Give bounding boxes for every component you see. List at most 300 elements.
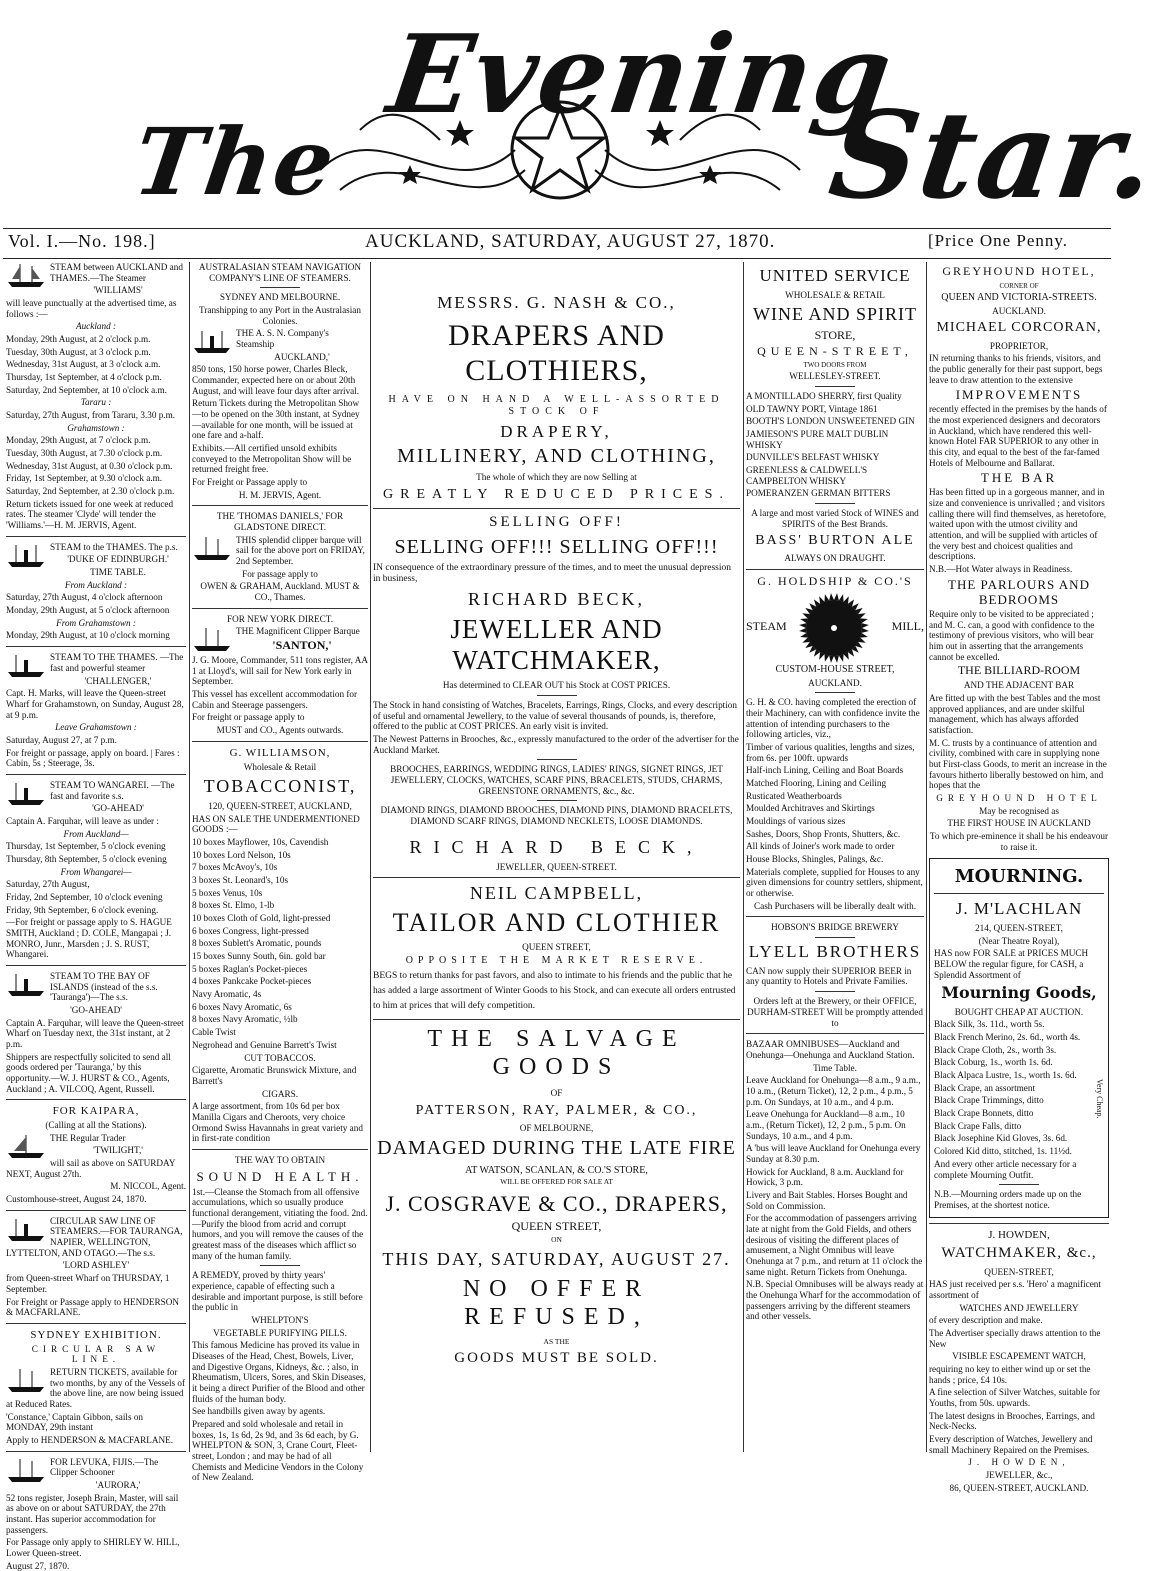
column-divider [370,262,371,1452]
ad-heading: MOURNING. [954,866,1084,888]
ad-title: THE SALVAGE GOODS [427,1026,686,1081]
ad-footer: Return tickets issued for one week at reduced rates. The steamer 'Clyde' will tender the 'Williams.'—H. M. JERVIS, Agent. [6,498,174,531]
ad-text: For the accommodation of passengers arriving late at night from the Gold Fields, and others desirous of visiting the different places of amusement, a Night Omnibus will leave Onehunga at 7 p.m., and return at 11 o'clock the same night. Return Tickets from Onehunga. [746,1213,923,1277]
timetable-line: Saturday, 2nd September, at 10 o'clock a.m. [6,384,167,395]
list-item: Black Crape Falls, ditto [934,1120,1022,1131]
ad-heading: SELLING OFF!!! SELLING OFF!!! [394,535,719,558]
ad-go-ahead-wangarei [6,780,186,960]
ad-sydney-exhibition [6,1329,186,1446]
ad-text: Every description of Watches, Jewellery and small Machinery Repaired on the Premises. [929,1434,1093,1455]
masthead-rule [3,228,1111,229]
tobacco-list [192,837,368,1050]
ad-footer: For Freight or Passage apply to HENDERSON & MACFARLANE. [6,1296,180,1318]
ad-text: Are fitted up with the best Tables and the most approved appliances, and are under skilful management, which has always afforded satisfaction. [929,692,1101,735]
list-item: Timber of various qualities, lengths and sizes, from 6s. per 100ft. upwards [746,742,915,763]
ship-name: 'AURORA,' [95,1479,141,1490]
divider [373,877,740,878]
list-item: 15 boxes Sunny South, 6in. gold bar [192,951,326,962]
ad-signature: JEWELLER, QUEEN-STREET. [496,861,617,872]
ship-name: 'GO-AHEAD' [92,803,144,814]
saw-tooth [800,618,807,623]
ad-footer: Shippers are respectfully solicited to send all goods ordered per 'Tauranga,' by this opportunity.—W. J. HURST & CO., Agents, Auckland ; A. VILCOQ, Agent, Russell. [6,1051,171,1094]
ad-text: The Stock in hand consisting of Watches, Bracelets, Earrings, Rings, Clocks, and every description of useful and ornamental Jewellery, to the value of several thousands of pounds, is, therefore, offered to the public at COST PRICES. An early visit is invited. [373,700,737,732]
timetable-line: Friday, 2nd September, 10 o'clock evening [6,891,163,902]
ad-heading: GREYHOUND HOTEL, [942,264,1096,278]
ad-text: To which pre-eminence it shall be his endeavour to raise it. [929,830,1109,852]
ad-address: AUCKLAND. [992,305,1046,316]
saw-blade-icon [798,592,870,664]
ad-text: 'Constance,' Captain Gibbon, sails on MONDAY, 29th instant [6,1411,144,1433]
ad-subhead: Mourning Goods, [941,983,1097,1003]
ad-williams [6,262,186,531]
saw-tooth [862,623,869,628]
list-item: Negrohead and Genuine Barrett's Twist [192,1039,337,1050]
divider [537,800,577,801]
column-4 [746,262,924,1452]
divider [537,695,577,696]
ship-name: 'CHALLENGER,' [84,675,152,686]
masthead-star: Star. [822,85,1166,226]
ad-text: requiring no key to either wind up or set the hands ; price, £4 10s. [929,1364,1091,1385]
divider [6,1451,186,1452]
ad-signature: M. NICCOL, Agent. [110,1181,186,1192]
ship-icon [6,1216,46,1242]
ad-subhead: From Auckland : [64,579,128,590]
ship-icon [192,626,232,652]
ad-text: recently effected in the premises by the hands of the most experienced designers and decorators in Auckland, which have rendered this well-known Hotel FAR SUPERIOR to any other in this city, and equal to the best of the far-famed Hotels of Melbourne and Ballarat. [929,404,1107,468]
list-item: 8 boxes Sublett's Aromatic, pounds [192,938,322,949]
ad-text: of every description and make. [929,1315,1043,1326]
ad-subhead: ALWAYS ON DRAUGHT. [784,553,886,564]
ad-text: G. H. & CO. having completed the erection of their Machinery, can with confidence invite the attention of intending purchasers to the following articles, viz., [746,697,920,740]
ad-subhead: STORE, [814,328,856,343]
divider [260,1265,300,1266]
ad-text: HAS now FOR SALE at PRICES MUCH BELOW the regular figure, for CASH, a Splendid Assortment of [934,948,1089,980]
ad-text: The Advertiser specially draws attention to the New [929,1328,1101,1349]
price: [Price One Penny. [928,231,1069,250]
ad-lead: IN consequence of the extraordinary pressure of the times, and to meet the unusual depression in business, [373,562,731,584]
ad-signature: J. HOWDEN, [968,1457,1070,1468]
ad-footer: N.B.—Mourning orders made up on the Premises, at the shortest notice. [934,1189,1082,1210]
ad-lead: THE A. S. N. Company's Steamship [236,328,329,350]
timetable-line: Friday, 1st September, at 9.30 o'clock a.m. [6,473,163,484]
ad-lead: HAVE ON HAND A WELL-ASSORTED STOCK OF [388,394,725,417]
divider [815,991,855,992]
timetable-line: Monday, 29th August, at 7 o'clock p.m. [6,435,151,446]
divider [934,893,1104,894]
ad-title: STEAM [746,619,787,634]
ad-footer: For Passage only apply to SHIRLEY W. HILL, Lower Queen-street. [6,1537,180,1559]
ad-lyell-brothers [746,922,924,1028]
ad-subhead: From Auckland— [63,828,129,839]
divider [192,741,368,742]
ad-lead: STEAM TO WANGAREI. —The fast and favorite s.s. [50,779,175,801]
divider [6,965,186,966]
ad-heading: HOBSON'S BRIDGE BREWERY [771,922,899,933]
ad-text: OF [550,1087,563,1098]
ad-text: The latest designs in Brooches, Earrings, and Neck-Necks. [929,1410,1095,1432]
ad-heading: UNITED SERVICE [759,266,911,285]
ad-heading: THE 'THOMAS DANIELS,' FOR GLADSTONE DIRECT. [216,511,344,533]
list-item: POMERANZEN GERMAN BITTERS [746,488,891,499]
volume-number: Vol. I.—No. 198.] [8,231,156,251]
ad-address: WELLESLEY-STREET. [789,371,881,382]
ad-signature: OWEN & GRAHAM, Auckland. MUST & CO., Thames. [200,581,360,603]
timetable-line: Thursday, 8th September, 5 o'clock evening [6,853,167,864]
place-date: AUCKLAND, SATURDAY, AUGUST 27, 1870. [365,231,776,252]
list-item: Black Crape Trimmings, ditto [934,1095,1044,1106]
ad-text: A large assortment, from 10s 6d per box Manilla Cigars and Cheroots, very choice Ormond Swiss Havannahs in great variety and in first-rate condition [192,1101,363,1144]
ad-address: 86, QUEEN-STREET, AUCKLAND. [949,1482,1089,1493]
ad-heading: G. HOLDSHIP & CO.'S [757,574,913,589]
ad-title: WATCHMAKER, &c., [941,1245,1097,1262]
ad-heading: THIS DAY, SATURDAY, AUGUST 27. [382,1249,731,1270]
column-3 [373,262,740,1452]
divider [537,759,577,760]
timetable-line: Tuesday, 30th August, at 7.30 o'clock p.m. [6,448,163,459]
ad-text: Has determined to CLEAR OUT his Stock at COST PRICES. [442,680,671,691]
saw-tooth [834,656,839,663]
saw-tooth [860,618,867,623]
list-item: 10 boxes Lord Nelson, 10s [192,849,291,860]
timetable-line: Saturday, 2nd September, at 2.30 o'clock p.m. [6,486,175,497]
timetable-line: Saturday, 27th August, 4 o'clock afternoon [6,592,163,603]
divider [999,1184,1039,1185]
column-divider [743,262,744,1452]
ship-name: 'DUKE OF EDINBURGH.' [67,554,169,565]
divider [746,569,924,570]
ad-lead: HAS ON SALE THE UNDERMENTIONED GOODS :— [192,813,360,835]
ad-text: May be recognised as [979,805,1059,816]
ad-challenger [6,652,186,769]
ad-subhead: CUT TOBACCOS. [244,1052,316,1063]
timetable-line: Monday, 29th August, at 2 o'clock p.m. [6,334,151,345]
list-item: Black Crape Bonnets, ditto [934,1108,1034,1119]
list-item: 3 boxes St. Leonard's, 10s [192,875,289,886]
ad-subhead: Auckland : [75,321,117,332]
ad-text: will sail as above on SATURDAY NEXT, August 27th. [6,1158,176,1179]
ad-heading: DAMAGED DURING THE LATE FIRE [377,1137,736,1160]
timetable-line: Wednesday, 31st August, at 3 o'clock a.m. [6,359,161,370]
ad-subhead: GREATLY REDUCED PRICES. [383,487,730,503]
ad-subhead: From Whangarei— [60,866,132,877]
ad-address: AUCKLAND. [808,677,862,688]
ad-list: BROOCHES, EARRINGS, WEDDING RINGS, LADIES' RINGS, SIGNET RINGS, JET JEWELLERY, CLOCKS, WATCHES, SCARF PINS, BRACELETS, STUDS, CHARMS, GREENSTONE ORNAMENTS, &c., &c. [390,764,723,796]
list-item: Mouldings of various sizes [746,816,846,827]
timetable-line: Thursday, 1st September, 5 o'clock evening [6,841,166,852]
ad-text: This vessel has excellent accommodation for Cabin and Steerage passengers. [192,689,358,710]
ad-subhead: From Grahamstown : [56,617,136,628]
ad-neil-campbell [373,883,740,1014]
ad-richard-beck [373,514,740,872]
timetable-line: Monday, 29th August, at 5 o'clock afternoon [6,605,170,616]
ad-lead: THE Regular Trader [50,1132,126,1143]
timetable-line: Saturday, 27th August, [6,879,90,890]
ad-heading: AUSTRALASIAN STEAM NAVIGATION COMPANY'S LINE OF STEAMERS. [198,262,362,283]
list-item: 6 boxes Navy Aromatic, 6s [192,1001,292,1012]
ad-subhead: THE PARLOURS AND BEDROOMS [948,576,1090,607]
ad-footer: Apply to HENDERSON & MACFARLANE. [6,1434,173,1445]
ad-lead: STEAM TO THE THAMES. —The fast and powerful steamer [50,652,184,673]
saw-tooth [824,654,829,661]
ad-lead: BAZAAR OMNIBUSES—Auckland and Onehunga—Onehunga and Auckland Station. [746,1039,915,1060]
ad-text: A REMEDY, proved by thirty years' experience, capable of effecting such a desirable and important purpose, is still before the public in [192,1270,363,1313]
ad-subhead: IMPROVEMENTS [955,387,1083,403]
ad-asn-company [192,262,368,500]
ad-date: August 27, 1870. [6,1560,70,1571]
ad-footer: For freight or passage apply to [192,712,305,723]
ad-kaipara [6,1105,186,1204]
ad-subhead: Transhipping to any Port in the Australasian Colonies. [199,305,361,326]
ad-text: Require only to be visited to be appreciated ; and M. C. can, a good with confidence to the testimony of previous visitors, who will bear him out in asserting that the arrangements cannot be excelled. [929,608,1095,662]
ad-go-ahead-bay-of-islands [6,971,186,1094]
ad-title: LYELL BROTHERS [748,942,922,962]
ad-footer: For passage apply to [242,568,318,579]
ad-heading: SELLING OFF! [489,514,624,531]
ad-subhead: THE BILLIARD-ROOM [957,663,1081,678]
saw-tooth [824,594,829,601]
ad-heading: SYDNEY EXHIBITION. [30,1328,162,1341]
ad-title: MICHAEL CORCORAN, [936,320,1102,336]
divider [6,536,186,537]
divider [6,774,186,775]
ad-subhead: Tararu : [80,397,112,408]
divider [746,916,924,917]
ad-text: 1st.—Cleanse the Stomach from all offensive accumulations, which so usually produce functional derangement, vitiating the food. 2nd.—Purify the blood from acrid and corrupt humors, and you will remove the causes of the greatest mass of the diseases which afflict so many of the human family. [192,1186,368,1261]
ad-text: Exhibits.—All certified unsold exhibits conveyed to the Metropolitan Show will be returned freight free. [192,443,352,475]
ad-title: WINE AND SPIRIT [753,304,917,325]
ad-heading: NEIL CAMPBELL, [469,883,644,904]
list-item: Rusticated Weatherboards [746,790,842,801]
ad-united-service [746,266,924,564]
list-item: Black Crape, an assortment [934,1082,1036,1093]
masthead-the: The [127,108,343,216]
ad-text: AS THE [543,1336,570,1346]
list-item: 5 boxes Venus, 10s [192,887,263,898]
divider [746,1033,924,1034]
ad-heading: J. HOWDEN, [988,1228,1050,1241]
ad-text: HAS just received per s.s. 'Hero' a magnificent assortment of [929,1279,1101,1300]
ad-lead: STEAM TO THE BAY OF ISLANDS (instead of the s.s. 'Tauranga')—The s.s. [50,970,158,1003]
list-item: Cable Twist [192,1027,236,1038]
ad-text: Cigarette, Aromatic Brunswick Mixture, and Barrett's [192,1065,357,1086]
timetable-line: Wednesday, 31st August, at 0.30 o'clock p.m. [6,460,173,471]
ad-title: J. M'LACHLAN [955,899,1083,919]
ad-title: TOBACCONIST, [203,776,357,797]
masthead-evening: Evening [381,12,901,138]
ad-subhead: Time Table. [813,1062,857,1073]
ship-name: 'LORD ASHLEY' [62,1260,130,1271]
ad-signature: H. M. JERVIS, Agent. [238,489,322,500]
column-1 [6,262,186,1571]
divider [6,1099,186,1100]
ad-heading: FOR NEW YORK DIRECT. [227,613,333,624]
ad-duke-of-edinburgh [6,542,186,641]
ad-footer: Customhouse-street, August 24, 1870. [6,1194,147,1205]
ad-text: M. C. trusts by a continuance of attention and civility, combined with care in supplying none but First-class Goods, to merit an increase in the favours hitherto liberally bestowed on him, and hopes that the [929,737,1107,791]
column-divider [189,262,190,1452]
timetable-line: Monday, 29th August, at 10 o'clock morning [6,630,170,641]
ad-subhead: (Calling at all the Stations). [45,1120,147,1131]
divider [815,937,855,938]
ad-subhead: CIRCULAR SAW LINE. [31,1343,161,1365]
ad-text: CAN now supply their SUPERIOR BEER in any quantity to Hotels and Private Families. [746,965,912,987]
ad-text: BEGS to return thanks for past favors, and also to intimate to his friends and the public that he has added a large assortment of Winter Goods to his Stock, and can execute all orders entrusted to him at prices that will defy competition. [373,970,736,1012]
ad-greyhound-hotel [929,265,1109,852]
ad-subhead: CIGARS. [262,1088,298,1099]
ad-text: See handbills given away by agents. [192,1406,326,1417]
ship-icon [6,780,46,806]
ad-heading: RICHARD BECK, [467,588,645,609]
list-item: Black Silk, 3s. 11d., worth 5s. [934,1019,1045,1030]
ad-text: This famous Medicine has proved its value in Diseases of the Head, Chest, Bowels, Liver, and Digestive Organs, Kidneys, &c. ; also, in Rheumatism, Ulcers, Sores, and Skin Diseases, it being a direct Purifier of the Blood and other fluids of the human body. [192,1340,366,1404]
saw-tooth [800,633,807,638]
ad-text: Prepared and sold wholesale and retail in boxes, 1s, 1s 6d, 2s 9d, and 3s 6d each, by G. WHELPTON & SON, 3, Crane Court, Fleet-street, London ; and may be had of all Chemists and Medicine Vendors in the Colony of New Zealand. [192,1419,364,1483]
divider [6,646,186,647]
list-item: GREENLESS & CALDWELL'S CAMPBELTON WHISKY [746,464,868,486]
list-item: House Blocks, Shingles, Palings, &c. [746,854,884,865]
list-item: Sashes, Doors, Shop Fronts, Shutters, &c. [746,828,901,839]
ad-text: Livery and Bait Stables. Horses Bought and Sold on Commission. [746,1189,908,1211]
list-item: Black Alpaca Lustre, 1s., worth 1s. 6d. [934,1070,1077,1081]
list-item: 10 boxes Mayflower, 10s, Cavendish [192,837,329,848]
ad-text: IN returning thanks to his friends, visitors, and the public generally for their past support, begs leave to draw attention to the extensive [929,353,1103,385]
divider [929,1223,1109,1224]
ad-holdship-steam-mill [746,575,924,911]
saw-tooth [799,623,806,628]
saw-tooth [799,628,806,633]
list-item: DUNVILLE'S BELFAST WHISKY [746,452,880,463]
ad-heading: THE WAY TO OBTAIN [234,1154,326,1165]
ship-name: 'GO-AHEAD' [70,1004,122,1015]
dateline [0,231,1114,257]
list-item: 8 boxes St. Elmo, 1-lb [192,900,275,911]
ship-name: 'TWILIGHT,' [93,1145,143,1156]
ad-text: A fine selection of Silver Watches, suitable for Youths, from 50s. upwards. [929,1387,1101,1409]
ad-address: 214, QUEEN-STREET, [975,922,1063,933]
ad-salvage-goods [373,1026,740,1367]
ad-address: QUEEN AND VICTORIA-STREETS. [941,292,1097,304]
ad-signature: JEWELLER, &c., [985,1470,1053,1481]
list-item: A MONTILLADO SHERRY, first Quality [746,390,902,401]
ship-name: 'WILLIAMS' [93,285,143,296]
ad-text: THIS splendid clipper barque will sail for the above port on FRIDAY, 2nd September. [236,534,365,567]
ship-icon [192,535,232,561]
saw-tooth [829,656,834,663]
timetable-line: Saturday, August 27, at 7 p.m. [6,734,117,745]
ad-title: NO OFFER REFUSED, [462,1275,651,1330]
ad-subhead: PROPRIETOR, [989,340,1049,351]
ad-footer: A large and most varied Stock of WINES and SPIRITS of the Best Brands. [751,507,919,529]
divider [260,287,300,288]
ad-footer: —For freight or passage apply to S. HAGUE SMITH, Auckland ; D. COLE, Mangapai ; J. MONRO, Junr., Marsden ; J. S. RUST, Whangarei. [6,917,172,960]
ad-address: QUEEN STREET, [522,942,591,953]
ad-text: from Queen-street Wharf on THURSDAY, 1 September. [6,1273,170,1294]
ad-subhead: SYDNEY AND MELBOURNE. [219,292,341,303]
ad-subhead: BOUGHT CHEAP AT AUCTION. [954,1006,1084,1017]
list-item: 6 boxes Congress, light-pressed [192,925,309,936]
saw-tooth [839,654,844,661]
ad-title: DRAPERS AND CLOTHIERS, [448,318,665,387]
ad-nash-drapers [373,262,740,503]
masthead [0,0,1166,228]
divider [192,1149,368,1150]
ad-title: SOUND HEALTH. [196,1168,364,1184]
ad-subhead: MILLINERY, AND CLOTHING, [397,445,716,468]
ship-icon [6,262,46,288]
list-item: JAMIESON'S PURE MALT DUBLIN WHISKY [746,428,889,450]
divider [192,608,368,609]
ad-lead: STEAM to the THAMES. The p.s. [50,541,178,552]
ad-text: N.B.—Hot Water always in Readiness. [929,564,1073,575]
product-name: WHELPTON'S [251,1315,309,1326]
ad-text: 52 tons register, Joseph Brain, Master, will sail as above on or about SATURDAY, the 27th instant. Has superior accommodation for passengers. [6,1492,179,1535]
saw-tooth [829,593,834,600]
list-item: 8 boxes Navy Aromatic, ½lb [192,1014,298,1025]
ad-footer: For Freight or Passage apply to [192,477,308,488]
ad-text: AT WATSON, SCANLAN, & CO.'S STORE, [465,1164,648,1176]
divider [373,1019,740,1020]
ad-text: Has been fitted up in a gorgeous manner, and in size and convenience is unrivalled ; and visitors calling there will find themselves, as heretofore, waited upon with the utmost civility and attention, and will be supplied with articles of the very best and choicest qualities and descriptions. [929,487,1107,562]
ship-name: AUCKLAND,' [274,351,330,362]
ad-subhead: WHOLESALE & RETAIL [785,289,885,300]
list-item: Matched Flooring, Lining and Ceiling [746,778,887,789]
ad-text: Captain A. Farquhar, will leave the Queen-street Wharf on Tuesday next, the 31st instant, at 2 p.m. [6,1017,184,1049]
list-item: 10 boxes Cloth of Gold, light-pressed [192,913,331,924]
list-item: 5 boxes Raglan's Pocket-pieces [192,963,308,974]
list-item: All kinds of Joiner's work made to order [746,841,895,852]
ad-title: TAILOR AND CLOTHIER [392,908,721,938]
column-2 [192,262,368,1483]
ad-heading: PATTERSON, RAY, PALMER, & CO., [415,1102,698,1118]
ad-signature: RICHARD BECK, [409,836,704,857]
ad-text: ON [551,1235,562,1245]
ad-aurora [6,1457,186,1571]
very-cheap-note: Very Cheap. [1095,1079,1104,1119]
ad-text: N.B. Special Omnibuses will be always ready at the Onehunga Wharf for the accommodation of passengers arriving by the different steamers and other vessels. [746,1279,924,1322]
mourning-price-list [934,1019,1104,1156]
list-item: Colored Kid ditto, stitched, 1s. 11½d. [934,1146,1072,1157]
list-item: 7 boxes McAvoy's, 10s [192,862,278,873]
dateline-rule [3,258,1111,259]
ad-heading: J. COSGRAVE & CO., DRAPERS, [385,1190,728,1216]
ad-footer: Materials complete, supplied for Houses to any given dimensions for country settlers, shipment, or otherwise. [746,866,923,899]
ad-title: JEWELLER AND WATCHMAKER, [450,613,663,676]
ad-text: Capt. H. Marks, will leave the Queen-street Wharf for Grahamstown, on Sunday, August 28, at 9 p.m. [6,688,184,720]
ship-icon [192,328,232,354]
divider [815,503,855,504]
ad-text: Captain A. Farquhar, will leave as under : [6,815,159,826]
ad-heading: GOODS MUST BE SOLD. [454,1350,659,1367]
ad-lord-ashley [6,1216,186,1318]
ad-text: J. G. Moore, Commander, 511 tons register, AA 1 at Lloyd's, will sail for New York early in September. [192,655,368,687]
ad-text: CORNER OF [999,281,1039,290]
ad-williamson-tobacconist [192,747,368,1144]
list-item: Black French Merino, 2s. 6d., worth 4s. [934,1032,1081,1043]
divider [815,692,855,693]
list-item: Black Crape Cloth, 2s., worth 3s. [934,1044,1057,1055]
ad-address: OPPOSITE THE MARKET RESERVE. [405,955,708,967]
saw-tooth [839,594,844,601]
ad-subhead: Grahamstown : [67,422,125,433]
divider [373,508,740,509]
timetable-line: Tuesday, 30th August, at 3 o'clock p.m. [6,346,151,357]
ad-heading: MESSRS. G. NASH & CO., [437,293,676,312]
ad-subhead: AND THE ADJACENT BAR [963,680,1075,691]
ad-address: CUSTOM-HOUSE STREET, [775,664,895,676]
timetable-line: Saturday, 27th August, from Tararu, 3.30 p.m. [6,410,176,421]
ad-text: The whole of which they are now Selling at [476,472,637,483]
